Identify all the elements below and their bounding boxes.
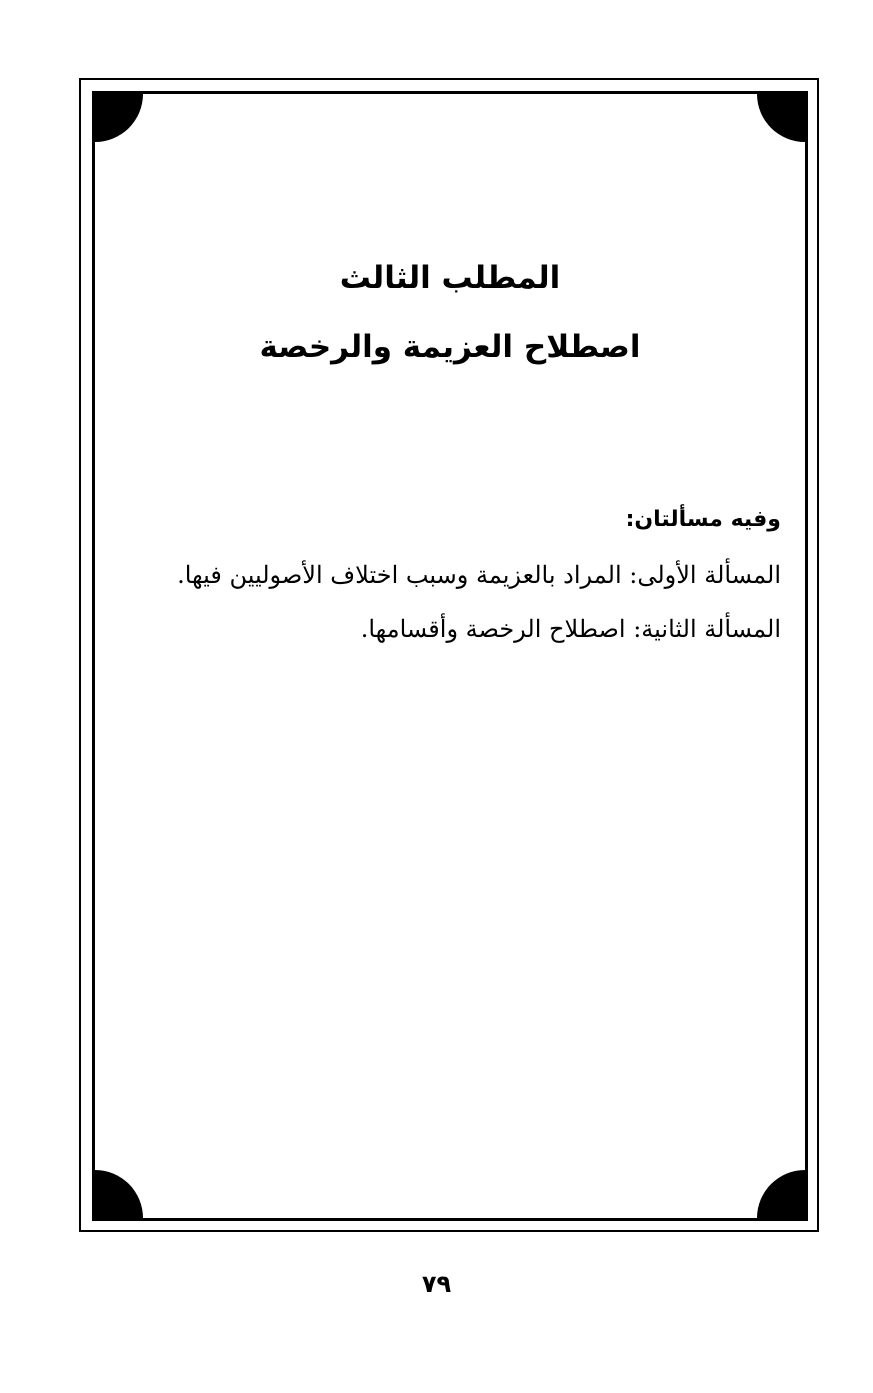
corner-ornament-top-left — [92, 91, 143, 142]
section-subheading: اصطلاح العزيمة والرخصة — [259, 329, 641, 365]
corner-ornament-top-right — [757, 91, 808, 142]
intro-line: وفيه مسألتان: — [625, 507, 781, 532]
section-heading: المطلب الثالث — [339, 260, 561, 296]
issue-one-line: المسألة الأولى: المراد بالعزيمة وسبب اختلاف الأصوليين فيها. — [177, 561, 781, 589]
page-number: ٧٩ — [421, 1270, 452, 1298]
corner-ornament-bottom-left — [92, 1170, 143, 1221]
issue-two-line: المسألة الثانية: اصطلاح الرخصة وأقسامها. — [360, 615, 781, 643]
corner-ornament-bottom-right — [757, 1170, 808, 1221]
